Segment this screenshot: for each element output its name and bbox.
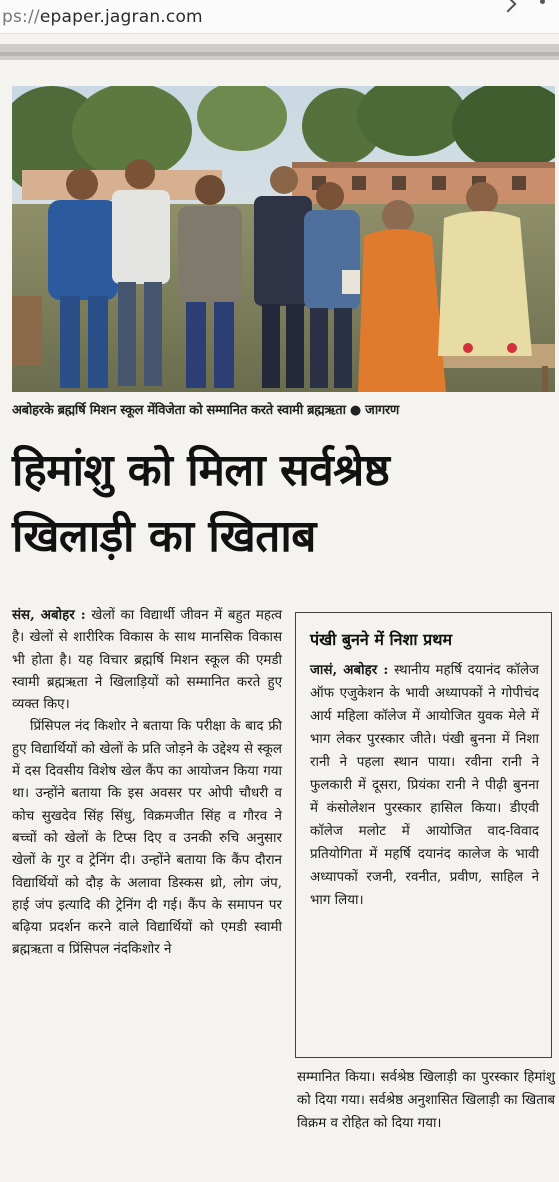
article-paragraph-1-text: खेलों का विद्यार्थी जीवन में बहुत महत्व है। खेलों से शारीरिक विकास के साथ मानसिक विकास भी होता है। यह विचार ब्रह्मर्षि मिशन स्कूल की एमडी स्वामी ब्रह्मऋता ने खिलाड़ियों को सम्मानित करते हुए व्यक्त किए।: [12, 608, 283, 713]
url-text[interactable]: [2, 7, 203, 27]
photo-illustration: [12, 86, 555, 392]
page-separator-line: [0, 52, 559, 56]
menu-dots-icon[interactable]: [540, 0, 545, 4]
article-column: [12, 604, 282, 962]
photo-caption: अबोहरके ब्रह्मर्षि मिशन स्कूल मेंविजेता को सम्मानित करते स्वामी ब्रह्मऋता ● जागरण: [12, 403, 400, 418]
browser-url-bar[interactable]: [0, 0, 559, 34]
page-title: [12, 438, 552, 570]
sidebar-news-box: [295, 612, 552, 1058]
article-dateline: संस, अबोहर :: [12, 607, 86, 623]
download-arrow-icon[interactable]: [500, 0, 517, 12]
url-domain: epaper.jagran.com: [39, 6, 203, 27]
sidebar-news-title: पंखी बुनने में निशा प्रथम: [310, 630, 453, 649]
sidebar-news-body: [310, 659, 539, 912]
headline-line-1: हिमांशु को मिला सर्वश्रेष्ठ: [12, 445, 390, 496]
article-paragraph-2: प्रिंसिपल नंद किशोर ने बताया कि परीक्षा के बाद फ्री हुए विद्यार्थियों को खेलों के प्रति जोड़ने के उद्देश्य से स्कूल में दस दिवसीय विशेष खेल कैंप का आयोजन किया गया था। उन्होंने बताया कि इस अवसर पर ओपी चौधरी व कोच सुखदेव सिंह सिंधु, विक्रमजीत सिंह व गौरव ने बच्चों को खेलों के टिप्स दिए व उनकी रुचि अनुसार खेलों के गुर व ट्रेनिंग दी। उन्होंने बताया कि कैंप दौरान विद्यार्थियों को दौड़ के अलावा डिस्कस थ्रो, लोग जंप, हाई जंप इत्यादि की ट्रेनिंग दी गई। कैंप के समापन पर बढ़िया प्रदर्शन करने वाले विद्यार्थियों को एमडी स्वामी ब्रह्मऋता व प्रिंसिपल नंदकिशोर ने: [12, 719, 282, 958]
url-scheme: ps://: [2, 6, 40, 27]
group-photo: [12, 86, 555, 392]
sidebar-news-dateline: जासं, अबोहर :: [310, 662, 389, 678]
sidebar-news-text: स्थानीय महर्षि दयानंद कॉलेज ऑफ एजुकेशन के भावी अध्यापकों ने गोपीचंद आर्य महिला कॉलेज में आयोजित युवक मेले में भाग लेकर पुरस्कार जीते। पंखी बुनना में निशा रानी ने पहला स्थान पाया। रवीना रानी ने फुलकारी में दूसरा, प्रियंका रानी ने पीढ़ी बुनना में कंसोलेशन पुरस्कार हासिल किया। डीएवी कॉलेज मलोट में आयोजित वाद-विवाद प्रतियोगिता में महर्षि दयानंद कालेज के भावी अध्यापकों रजनी, रवनीत, प्रवीण, साहिल ने भाग लिया।: [310, 663, 539, 908]
article-continuation: सम्मानित किया। सर्वश्रेष्ठ खिलाड़ी का पुरस्कार हिमांशु को दिया गया। सर्वश्रेष्ठ अनुशासित खिलाड़ी का खिताब विक्रम व रोहित को दिया गया।: [297, 1070, 555, 1131]
headline-line-2: खिलाड़ी का खिताब: [12, 511, 316, 562]
article-paragraph-1: [12, 604, 282, 716]
